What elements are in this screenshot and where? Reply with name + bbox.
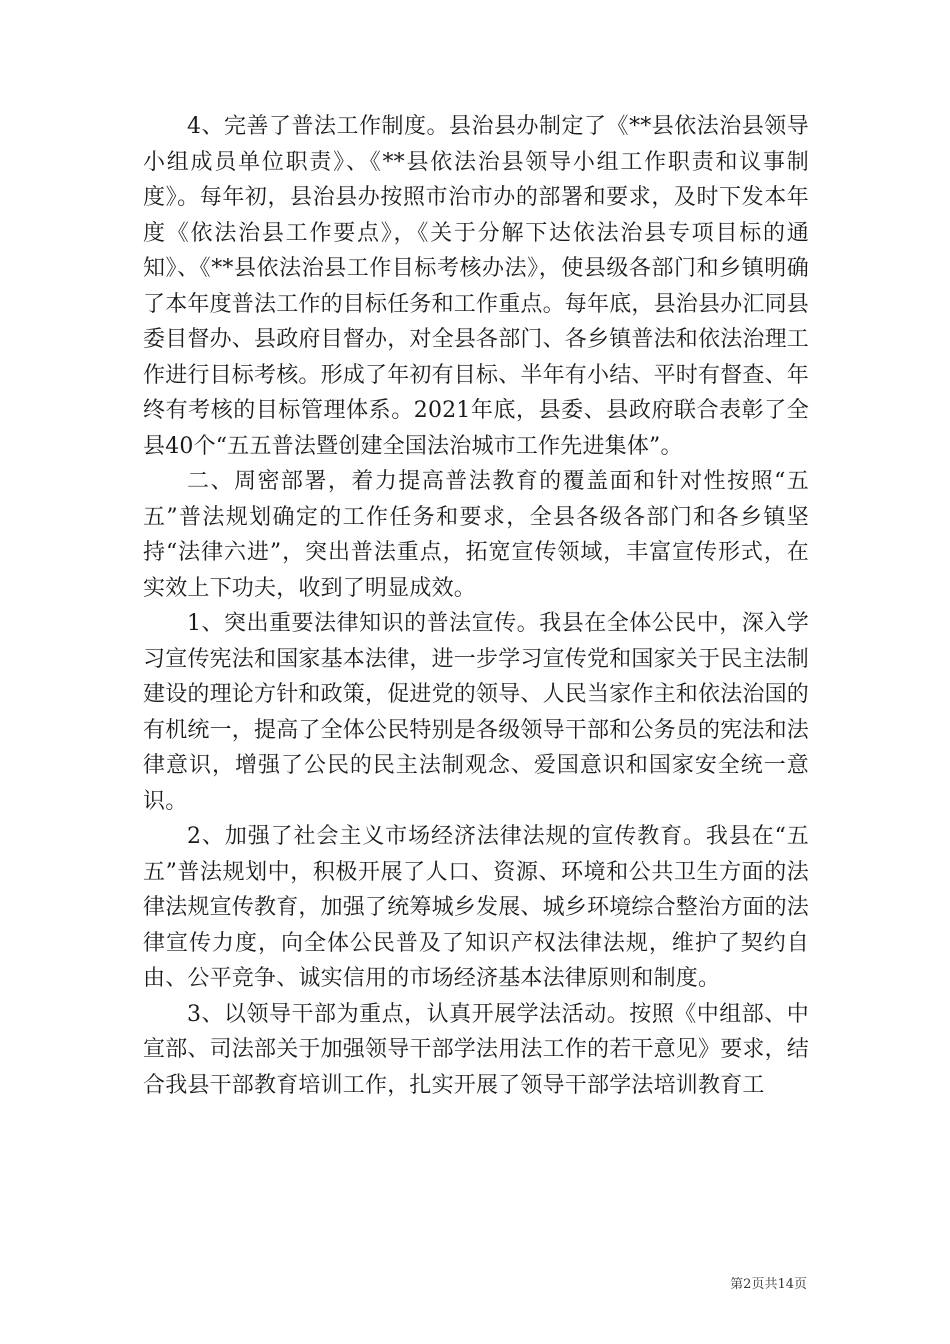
document-body — [143, 109, 809, 1103]
paragraph-deployment: 二、周密部署，着力提高普法教育的覆盖面和针对性按照“五五”普法规划确定的工作任务和要求，全县各级各部门和各乡镇坚持“法律六进”，突出普法重点，拓宽宣传领域，丰富宣传形式，在实效上下功夫，收到了明显成效。 — [143, 469, 809, 601]
paragraph-market-economy: 2、加强了社会主义市场经济法律法规的宣传教育。我县在“五五”普法规划中，积极开展了人口、资源、环境和公共卫生方面的法律法规宣传教育，加强了统筹城乡发展、城乡环境综合整治方面的法律宣传力度，向全体公民普及了知识产权法律法规，维护了契约自由、公平竞争、诚实信用的市场经济基本法律原则和制度。 — [143, 824, 810, 991]
paragraph-leading-cadres: 3、以领导干部为重点，认真开展学法活动。按照《中组部、中宣部、司法部关于加强领导干部学法用法工作的若干意见》要求，结合我县干部教育培训工作，扎实开展了领导干部学法培训教育工 — [143, 1001, 810, 1098]
paragraph-legal-knowledge: 1、突出重要法律知识的普法宣传。我县在全体公民中，深入学习宣传宪法和国家基本法律，进一步学习宣传党和国家关于民主法制建设的理论方针和政策，促进党的领导、人民当家作主和依法治国的有机统一，提高了全体公民特别是各级领导干部和公务员的宪法和法律意识，增强了公民的民主法制观念、爱国意识和国家安全统一意识。 — [143, 611, 810, 814]
page-number: 第2页共14页 — [730, 1277, 807, 1292]
paragraph-work-system: 4、完善了普法工作制度。县治县办制定了《**县依法治县领导小组成员单位职责》、《**县依法治县领导小组工作职责和议事制度》。每年初，县治县办按照市治市办的部署和要求，及时下发本年度《依法治县工作要点》，《关于分解下达依法治县专项目标的通知》、《**县依法治县工作目标考核办法》，使县级各部门和乡镇明确了本年度普法工作的目标任务和工作重点。每年底，县治县办汇同县委目督办、县政府目督办，对全县各部门、各乡镇普法和依法治理工作进行目标考核。形成了年初有目标、半年有小结、平时有督查、年终有考核的目标管理体系。2021年底，县委、县政府联合表彰了全县40个“五五普法暨创建全国法治城市工作先进集体”。 — [143, 114, 810, 459]
